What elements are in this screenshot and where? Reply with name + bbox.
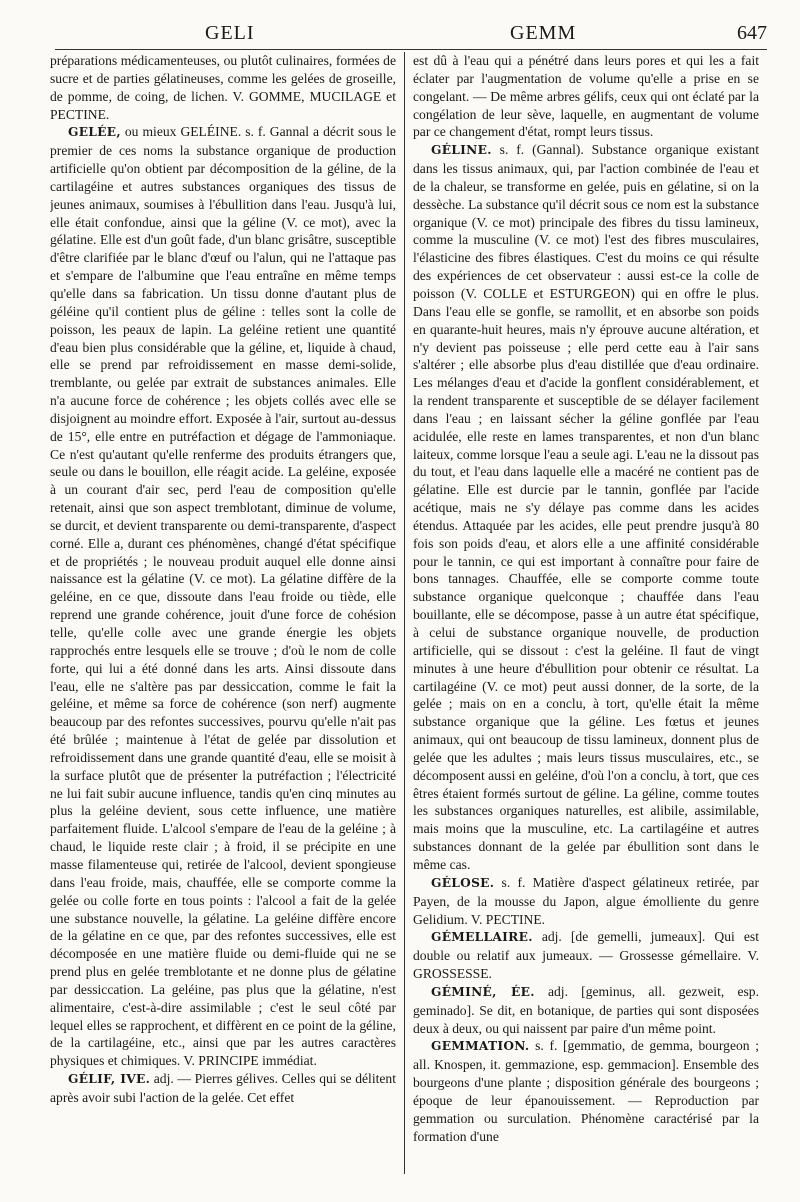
entry-gemmation: GEMMATION. s. f. [gemmatio, de gemma, bourgeon ; all. Knospen, it. gemmazione, esp. gemmacion]. Ensemble des bourgeons d'une plante ; disposition générale des bourgeons ; époque de leur épanouissement. — Reproduction par gemmation ou surculation. Phénomène caractérisé par la formation d'une	[413, 1038, 759, 1144]
headword: GÉLIF, IVE.	[68, 1072, 151, 1087]
entry-gelose: GÉLOSE. s. f. Matière d'aspect gélatineux retirée, par Payen, de la mousse du Japon, algue émolliente du genre Gelidium. V. PECTINE.	[413, 874, 759, 927]
headword: GÉLINE.	[431, 143, 492, 158]
headword: GÉMINÉ, ÉE.	[431, 984, 535, 999]
left-column	[50, 52, 396, 1174]
entry-gemellaire: GÉMELLAIRE. adj. [de gemelli, jumeaux]. Qui est double ou relatif aux jumeaux. — Grossesse gémellaire. V. GROSSESSE.	[413, 929, 759, 982]
right-column	[413, 52, 759, 1174]
headword: GEMMATION.	[431, 1039, 530, 1054]
entry-gelee: GELÉE, ou mieux GELÉINE. s. f. Gannal a décrit sous le premier de ces noms la substance organique de production artificielle qu'on obtient par décomposition de la géline, de la cartilagéine et autres substances organiques des tissus de jeunes animaux, soumises à l'ébullition dans l'eau. Jusqu'à lui, elle était confondue, ainsi que la géline (V. ce mot), avec la gélatine. Elle est d'un goût fade, d'un blanc grisâtre, susceptible d'être clarifiée par le blanc d'œuf ou l'alun, qui ne l'attaque pas et s'empare de l'albumine que l'eau entraîne en même temps qu'elle dans sa fabrication. Un tissu donne d'autant plus de géléine qu'il contient plus de géline : telles sont la colle de poisson, les peaux de lapin. La geléine retient une quantité d'eau bien plus considérable que la géline, et, liquide à chaud, elle se prend par refroidissement en masse demi-solide, tremblante, ou gelée par extrait de substances animales. Elle n'a aucune force de cohérence ; les objets collés avec elle se disjoignent au moindre effort. Exposée à l'air, surtout au-dessus de 15°, elle entre en putréfaction et dégage de l'ammoniaque. Ce n'est qu'autant qu'elle renferme des produits étrangers que, seule ou dans le bouillon, elle réagit acide. La geléine, exposée à un courant d'air sec, perd l'eau de composition qu'elle retenait, ainsi que son aspect tremblotant, diminue de volume, se durcit, et devient transparente ou demi-transparente, d'aspect corné. Elle a, durant ces phénomènes, changé d'état spécifique et de propriétés ; le nouveau produit auquel elle donne ainsi naissance est la gélatine (V. ce mot). La gélatine diffère de la geléine, en ce que, dissoute dans l'eau froide ou tiède, elle reprend une grande cohérence, jouit d'une force de cohésion telle, qu'elle colle avec une grande énergie les objets rapprochés entre lesquels elle se trouve ; d'où le nom de colle forte, qui lui a été donné dans les arts. Ainsi dissoute dans l'eau, elle ne s'altère pas par dessiccation, comme le fait la geléine, et même sa force de cohérence (son nerf) augmente beaucoup par des refontes successives, pourvu qu'elle n'ait pas été brûlée ; maintenue à l'état de gelée par dissolution et refroidissement dans une grande quantité d'eau, elle se moisit à la surface plutôt que de présenter la putréfaction ; l'électricité ne lui fait subir aucune influence, tandis qu'en cinq minutes au plus la geléine devient, sous cette influence, une matière parfaitement fluide. L'alcool s'empare de l'eau de la geléine ; à chaud, le liquide reste clair ; à froid, il se précipite en une masse filamenteuse qui, retirée de l'alcool, devient spongieuse dans l'eau froide, mais, chauffée, elle se comporte comme la gelée ou colle forte en tous points : l'alcool a fait de la gelée une substance nouvelle, la gélatine. La geléine diffère encore de la gélatine en ce que, par des refontes successives, elle est décomposée en une matière fluide ou demi-fluide qui ne se prend plus en gelée tremblotante et ne donne plus de gélatine par dessiccation. La geléine, pas plus que la gélatine, n'est alimentaire, c'est-à-dire assimilable ; c'est le seul côté par lequel elles se rapprochent, et diffèrent en ce point de la géline, de la cartilagéine, etc., ainsi que par les autres caractères physiques et chimiques. V. PRINCIPE immédiat.	[50, 124, 396, 1069]
header-right-guide-word: GEMM	[510, 22, 577, 44]
paragraph-continuation: est dû à l'eau qui a pénétré dans leurs pores et qui les a fait éclater par l'augmentation de volume qu'elle a prise en se congelant. — De même arbres gélifs, ceux qui ont éclaté par la congélation de leur sève, laquelle, en augmentant de volume par ce changement d'état, rompt leurs tissus.	[413, 53, 759, 140]
headword: GÉMELLAIRE.	[431, 930, 533, 945]
entry-geline: GÉLINE. s. f. (Gannal). Substance organique existant dans les tissus animaux, qui, par l'action combinée de l'eau et de la chaleur, se transforme en gelée, puis en gélatine, si on la dessèche. La substance qu'il décrit sous ce nom est la substance organique (V. ce mot) principale des fibres du tissu lamineux, comme la musculine (V. ce mot) l'est des fibres musculaires, l'élasticine des fibres élastiques. C'est du moins ce qui résulte des expériences de cet observateur : aussi est-ce la colle de poisson (V. COLLE et ESTURGEON) qui en offre le plus. Dans l'eau elle se gonfle, se ramollit, et en absorbe son poids en quarante-huit heures, mais n'y éprouve aucune altération, et n'y devient pas poisseuse ; elle perd cette eau à l'air sans s'altérer ; elle absorbe plus d'eau distillée que d'eau ordinaire. Les mélanges d'eau et d'acide la gonflent considérablement, et la rendent transparente et susceptible de se délayer facilement dans l'eau ; en laissant sécher la géline gonflée par l'eau acidulée, elle reste en lames transparentes, et non d'un blanc laiteux, comme lorsque l'eau a seule agi. L'eau ne la dissout pas du tout, et l'eau dans laquelle elle a macéré ne contient pas de gélatine. Elle est durcie par le tannin, gonflée par l'acide acétique, mais ne s'y délaye pas comme dans les acides étendus. Attaquée par les acides, elle peut prendre jusqu'à 80 fois son poids d'eau, et alors elle a une affinité considérable pour le tannin, ce qui est important à connaître pour faire de bons tannages. Chauffée, elle se comporte comme toute substance organique quelconque ; chauffée dans l'eau bouillante, elle se décompose, passe à un autre état spécifique, à celui de substance organique nouvelle, de production artificielle, qui se dissout : c'est la geléine. Il faut de vingt minutes à une heure d'ébullition pour obtenir ce résultat. La cartilagéine (V. ce mot) peut aussi donner, de la sorte, de la gelée ; mais on en a conclu, à tort, qu'elle était la même substance organique que la géline. Les fœtus et jeunes animaux, qui ont beaucoup de tissu lamineux, donnent plus de gelée que les adultes ; mais leurs tissus musculaires, etc., se décomposent aussi en geléine, d'où l'on a conclu, à tort, que ces êtres étaient formés surtout de géline. La géline, comme toutes les substances organiques naturelles, est alibile, assimilable, mais moins que la musculine, etc. La cartilagéine et autres substances donnant de la gelée par ébullition sont dans le même cas.	[413, 142, 759, 872]
header-left-guide-word: GELI	[205, 22, 255, 44]
page-number: 647	[737, 22, 767, 44]
entry-gelif: GÉLIF, IVE. adj. — Pierres gélives. Celles qui se délitent après avoir subi l'action de la gelée. Cet effet	[50, 1071, 396, 1105]
running-header	[55, 22, 767, 48]
column-divider	[404, 52, 405, 1174]
headword: GÉLOSE.	[431, 875, 495, 890]
paragraph-continuation: préparations médicamenteuses, ou plutôt culinaires, formées de sucre et de parties gélatineuses, comme les gelées de groseille, de pomme, de coing, de lichen. V. GOMME, MUCILAGE et PECTINE.	[50, 53, 396, 122]
entry-gemine: GÉMINÉ, ÉE. adj. [geminus, all. gezweit, esp. geminado]. Se dit, en botanique, de parties qui sont disposées deux à deux, ou qui naissent par paire d'un même point.	[413, 983, 759, 1036]
header-rule	[55, 49, 767, 50]
headword: GELÉE,	[68, 125, 121, 140]
